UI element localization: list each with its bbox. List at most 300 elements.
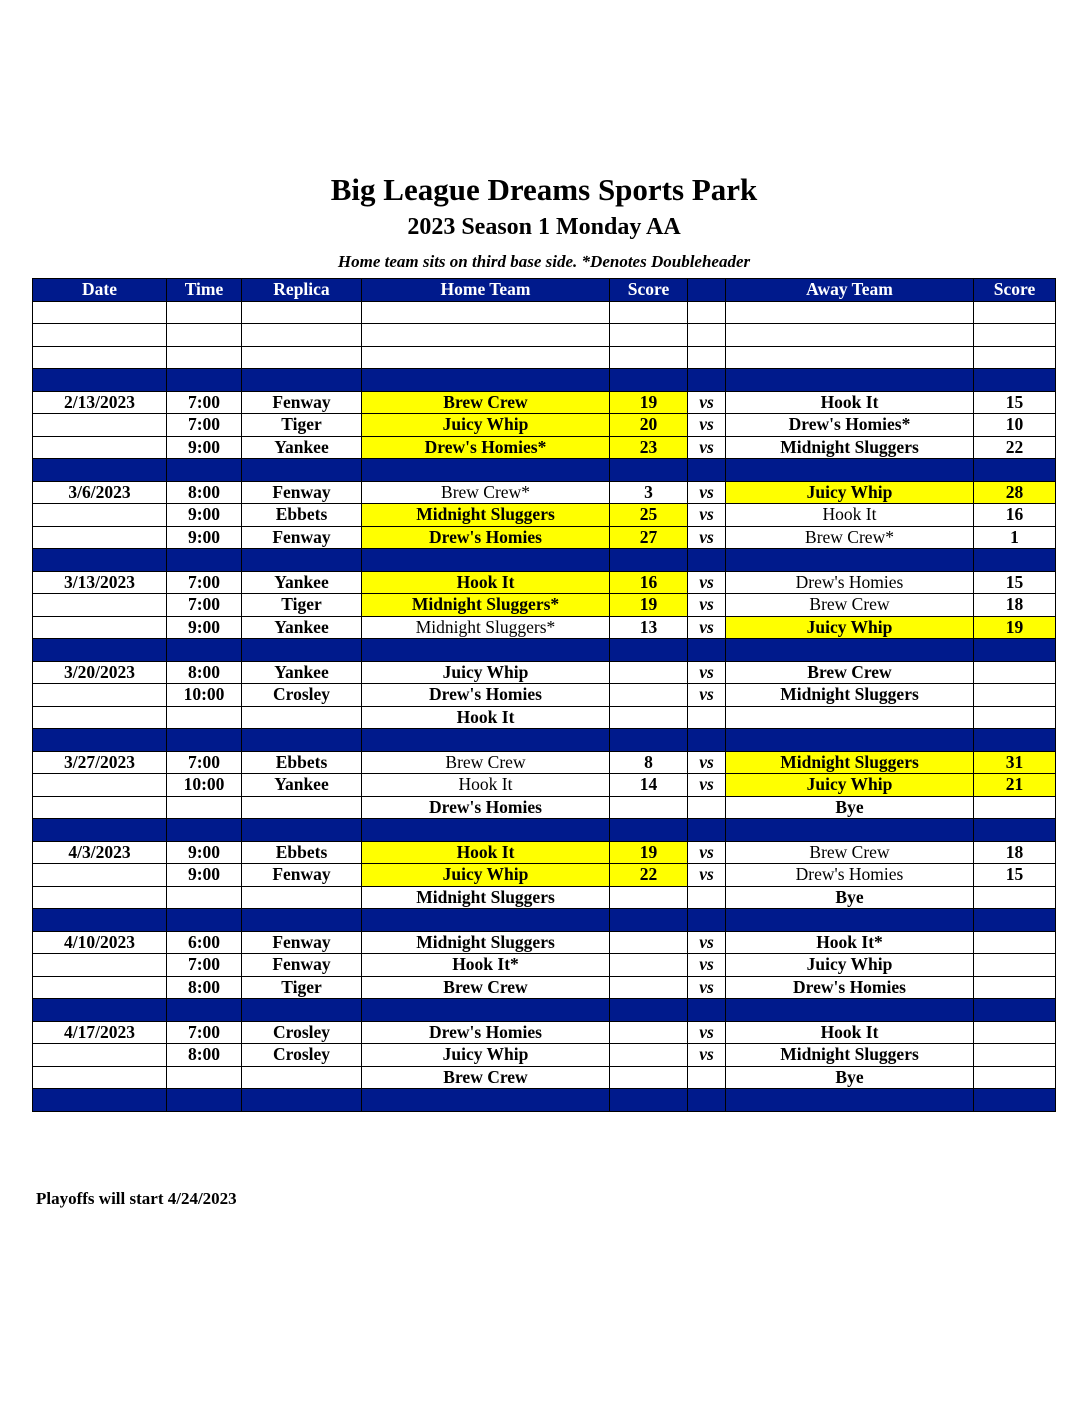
replica-cell: [242, 729, 362, 752]
date-cell: [33, 459, 167, 482]
away-team-cell: Midnight Sluggers: [726, 436, 974, 459]
game-row: [33, 436, 1056, 459]
away-team-cell: Juicy Whip: [726, 954, 974, 977]
time-cell: 7:00: [167, 751, 242, 774]
replica-cell: [242, 796, 362, 819]
col-vs: [688, 279, 726, 302]
page-note: Home team sits on third base side. *Denotes Doubleheader: [337, 252, 751, 271]
time-cell: [167, 301, 242, 324]
date-cell: 3/6/2023: [33, 481, 167, 504]
away-team-cell: [726, 301, 974, 324]
home-score-cell: [610, 999, 688, 1022]
away-score-cell: [974, 639, 1056, 662]
vs-cell: [688, 639, 726, 662]
separator-row: [33, 459, 1056, 482]
vs-cell: [688, 346, 726, 369]
replica-cell: [242, 459, 362, 482]
vs-cell: [688, 886, 726, 909]
away-team-cell: [726, 324, 974, 347]
away-score-cell: [974, 976, 1056, 999]
away-team-cell: Hook It*: [726, 931, 974, 954]
home-score-cell: 25: [610, 504, 688, 527]
home-team-cell: Juicy Whip: [362, 661, 610, 684]
away-team-cell: Brew Crew*: [726, 526, 974, 549]
home-team-cell: Hook It: [362, 841, 610, 864]
home-team-cell: [362, 999, 610, 1022]
vs-cell: [688, 796, 726, 819]
home-team-cell: Brew Crew: [362, 391, 610, 414]
away-team-cell: [726, 639, 974, 662]
away-team-cell: Brew Crew: [726, 661, 974, 684]
vs-cell: [688, 706, 726, 729]
away-score-cell: 31: [974, 751, 1056, 774]
away-team-cell: [726, 346, 974, 369]
home-score-cell: [610, 909, 688, 932]
time-cell: 7:00: [167, 594, 242, 617]
away-score-cell: [974, 796, 1056, 819]
date-cell: 3/13/2023: [33, 571, 167, 594]
time-cell: 8:00: [167, 481, 242, 504]
col-home-team: Home Team: [362, 279, 610, 302]
time-cell: [167, 729, 242, 752]
vs-cell: vs: [688, 616, 726, 639]
home-score-cell: [610, 954, 688, 977]
time-cell: 8:00: [167, 661, 242, 684]
home-team-cell: Brew Crew: [362, 751, 610, 774]
away-team-cell: Drew's Homies: [726, 571, 974, 594]
date-cell: [33, 616, 167, 639]
col-away-team: Away Team: [726, 279, 974, 302]
away-team-cell: [726, 549, 974, 572]
home-team-cell: Midnight Sluggers*: [362, 594, 610, 617]
away-team-cell: [726, 999, 974, 1022]
away-score-cell: 10: [974, 414, 1056, 437]
game-row: [33, 931, 1056, 954]
date-cell: [33, 864, 167, 887]
home-team-cell: Hook It*: [362, 954, 610, 977]
date-cell: [33, 729, 167, 752]
date-cell: [33, 999, 167, 1022]
game-row: [33, 954, 1056, 977]
home-team-cell: Drew's Homies: [362, 526, 610, 549]
date-cell: 3/20/2023: [33, 661, 167, 684]
away-team-cell: Bye: [726, 796, 974, 819]
replica-cell: Ebbets: [242, 504, 362, 527]
page-title: Big League Dreams Sports Park: [330, 172, 758, 207]
game-row: [33, 796, 1056, 819]
vs-cell: [688, 1089, 726, 1112]
replica-cell: Tiger: [242, 594, 362, 617]
time-cell: [167, 459, 242, 482]
away-score-cell: [974, 886, 1056, 909]
replica-cell: [242, 1089, 362, 1112]
game-row: [33, 594, 1056, 617]
date-cell: [33, 796, 167, 819]
home-team-cell: Midnight Sluggers: [362, 931, 610, 954]
vs-cell: [688, 729, 726, 752]
away-team-cell: [726, 369, 974, 392]
home-team-cell: Juicy Whip: [362, 1044, 610, 1067]
vs-cell: vs: [688, 661, 726, 684]
home-score-cell: [610, 661, 688, 684]
date-cell: 4/17/2023: [33, 1021, 167, 1044]
schedule-body: [33, 301, 1056, 1111]
home-score-cell: [610, 324, 688, 347]
vs-cell: vs: [688, 436, 726, 459]
vs-cell: [688, 301, 726, 324]
time-cell: 7:00: [167, 1021, 242, 1044]
col-replica: Replica: [242, 279, 362, 302]
game-row: [33, 751, 1056, 774]
vs-cell: vs: [688, 684, 726, 707]
home-score-cell: [610, 1066, 688, 1089]
away-score-cell: [974, 661, 1056, 684]
away-team-cell: Drew's Homies: [726, 976, 974, 999]
home-team-cell: [362, 819, 610, 842]
away-score-cell: [974, 1021, 1056, 1044]
away-score-cell: [974, 1044, 1056, 1067]
blank-row: [33, 301, 1056, 324]
away-team-cell: [726, 1089, 974, 1112]
away-team-cell: Midnight Sluggers: [726, 1044, 974, 1067]
away-score-cell: [974, 324, 1056, 347]
home-score-cell: [610, 549, 688, 572]
time-cell: [167, 886, 242, 909]
time-cell: 10:00: [167, 684, 242, 707]
away-score-cell: [974, 931, 1056, 954]
away-team-cell: Midnight Sluggers: [726, 684, 974, 707]
home-team-cell: Drew's Homies: [362, 796, 610, 819]
away-team-cell: Drew's Homies: [726, 864, 974, 887]
vs-cell: [688, 459, 726, 482]
separator-row: [33, 819, 1056, 842]
replica-cell: [242, 999, 362, 1022]
replica-cell: Fenway: [242, 391, 362, 414]
home-score-cell: [610, 369, 688, 392]
game-row: [33, 526, 1056, 549]
date-cell: [33, 301, 167, 324]
time-cell: [167, 639, 242, 662]
away-score-cell: [974, 1066, 1056, 1089]
away-score-cell: 21: [974, 774, 1056, 797]
home-team-cell: [362, 301, 610, 324]
away-score-cell: 22: [974, 436, 1056, 459]
away-team-cell: Hook It: [726, 504, 974, 527]
game-row: [33, 774, 1056, 797]
replica-cell: Crosley: [242, 684, 362, 707]
time-cell: 7:00: [167, 571, 242, 594]
home-team-cell: Drew's Homies*: [362, 436, 610, 459]
replica-cell: Fenway: [242, 864, 362, 887]
away-score-cell: 16: [974, 504, 1056, 527]
blank-row: [33, 346, 1056, 369]
separator-row: [33, 729, 1056, 752]
replica-cell: [242, 886, 362, 909]
away-score-cell: [974, 954, 1056, 977]
home-score-cell: [610, 1021, 688, 1044]
home-team-cell: Midnight Sluggers: [362, 886, 610, 909]
date-cell: 3/27/2023: [33, 751, 167, 774]
vs-cell: vs: [688, 1044, 726, 1067]
home-team-cell: [362, 909, 610, 932]
replica-cell: [242, 369, 362, 392]
date-cell: 4/10/2023: [33, 931, 167, 954]
replica-cell: Yankee: [242, 436, 362, 459]
time-cell: [167, 909, 242, 932]
home-team-cell: [362, 639, 610, 662]
home-team-cell: Hook It: [362, 706, 610, 729]
home-score-cell: [610, 301, 688, 324]
home-score-cell: 19: [610, 391, 688, 414]
date-cell: [33, 549, 167, 572]
vs-cell: vs: [688, 414, 726, 437]
away-team-cell: Juicy Whip: [726, 481, 974, 504]
away-score-cell: [974, 684, 1056, 707]
vs-cell: vs: [688, 864, 726, 887]
away-team-cell: [726, 729, 974, 752]
game-row: [33, 481, 1056, 504]
time-cell: 7:00: [167, 391, 242, 414]
away-score-cell: [974, 549, 1056, 572]
col-away-score: Score: [974, 279, 1056, 302]
vs-cell: vs: [688, 774, 726, 797]
time-cell: 7:00: [167, 414, 242, 437]
date-cell: [33, 324, 167, 347]
date-cell: [33, 436, 167, 459]
vs-cell: vs: [688, 976, 726, 999]
vs-cell: vs: [688, 751, 726, 774]
date-cell: [33, 414, 167, 437]
home-team-cell: Juicy Whip: [362, 864, 610, 887]
home-team-cell: Drew's Homies: [362, 1021, 610, 1044]
home-team-cell: Brew Crew: [362, 1066, 610, 1089]
home-team-cell: Juicy Whip: [362, 414, 610, 437]
date-cell: [33, 346, 167, 369]
replica-cell: Fenway: [242, 481, 362, 504]
home-team-cell: Brew Crew: [362, 976, 610, 999]
replica-cell: Yankee: [242, 571, 362, 594]
game-row: [33, 1044, 1056, 1067]
separator-row: [33, 1089, 1056, 1112]
date-cell: [33, 369, 167, 392]
game-row: [33, 571, 1056, 594]
replica-cell: [242, 909, 362, 932]
away-team-cell: Brew Crew: [726, 841, 974, 864]
replica-cell: Fenway: [242, 526, 362, 549]
vs-cell: [688, 1066, 726, 1089]
page-subtitle: 2023 Season 1 Monday AA: [407, 214, 681, 240]
home-score-cell: [610, 639, 688, 662]
home-score-cell: [610, 1089, 688, 1112]
col-date: Date: [33, 279, 167, 302]
home-score-cell: 3: [610, 481, 688, 504]
replica-cell: Tiger: [242, 414, 362, 437]
time-cell: 8:00: [167, 1044, 242, 1067]
game-row: [33, 706, 1056, 729]
away-team-cell: [726, 909, 974, 932]
time-cell: [167, 346, 242, 369]
home-score-cell: 19: [610, 841, 688, 864]
away-score-cell: [974, 819, 1056, 842]
away-score-cell: [974, 1089, 1056, 1112]
game-row: [33, 391, 1056, 414]
away-team-cell: Hook It: [726, 391, 974, 414]
vs-cell: vs: [688, 571, 726, 594]
separator-row: [33, 999, 1056, 1022]
replica-cell: Ebbets: [242, 841, 362, 864]
col-home-score: Score: [610, 279, 688, 302]
time-cell: [167, 324, 242, 347]
game-row: [33, 616, 1056, 639]
replica-cell: Yankee: [242, 774, 362, 797]
time-cell: 7:00: [167, 954, 242, 977]
vs-cell: [688, 324, 726, 347]
vs-cell: vs: [688, 504, 726, 527]
date-cell: [33, 976, 167, 999]
time-cell: 9:00: [167, 504, 242, 527]
game-row: [33, 886, 1056, 909]
date-cell: [33, 706, 167, 729]
home-team-cell: [362, 369, 610, 392]
home-score-cell: 13: [610, 616, 688, 639]
home-score-cell: 22: [610, 864, 688, 887]
vs-cell: vs: [688, 841, 726, 864]
home-team-cell: Brew Crew*: [362, 481, 610, 504]
replica-cell: Yankee: [242, 661, 362, 684]
date-cell: [33, 526, 167, 549]
game-row: [33, 864, 1056, 887]
away-score-cell: 15: [974, 864, 1056, 887]
away-score-cell: 19: [974, 616, 1056, 639]
separator-row: [33, 549, 1056, 572]
home-score-cell: [610, 886, 688, 909]
away-score-cell: 18: [974, 594, 1056, 617]
away-team-cell: Juicy Whip: [726, 774, 974, 797]
date-cell: [33, 954, 167, 977]
replica-cell: Ebbets: [242, 751, 362, 774]
home-score-cell: [610, 346, 688, 369]
time-cell: 6:00: [167, 931, 242, 954]
home-team-cell: [362, 459, 610, 482]
date-cell: [33, 639, 167, 662]
replica-cell: [242, 346, 362, 369]
away-score-cell: [974, 999, 1056, 1022]
home-score-cell: [610, 459, 688, 482]
playoffs-note: Playoffs will start 4/24/2023: [36, 1189, 237, 1208]
time-cell: [167, 1089, 242, 1112]
replica-cell: [242, 1066, 362, 1089]
date-cell: [33, 909, 167, 932]
replica-cell: [242, 324, 362, 347]
vs-cell: [688, 909, 726, 932]
away-team-cell: Juicy Whip: [726, 616, 974, 639]
away-team-cell: Drew's Homies*: [726, 414, 974, 437]
away-team-cell: [726, 459, 974, 482]
away-score-cell: [974, 706, 1056, 729]
time-cell: [167, 999, 242, 1022]
date-cell: [33, 886, 167, 909]
home-score-cell: [610, 976, 688, 999]
home-score-cell: 20: [610, 414, 688, 437]
date-cell: [33, 594, 167, 617]
away-score-cell: 1: [974, 526, 1056, 549]
game-row: [33, 1066, 1056, 1089]
date-cell: [33, 1066, 167, 1089]
time-cell: [167, 819, 242, 842]
replica-cell: [242, 706, 362, 729]
separator-row: [33, 369, 1056, 392]
replica-cell: [242, 301, 362, 324]
home-score-cell: [610, 931, 688, 954]
time-cell: [167, 369, 242, 392]
vs-cell: vs: [688, 526, 726, 549]
away-score-cell: [974, 729, 1056, 752]
home-team-cell: [362, 324, 610, 347]
away-score-cell: 18: [974, 841, 1056, 864]
time-cell: [167, 796, 242, 819]
date-cell: [33, 504, 167, 527]
home-score-cell: [610, 684, 688, 707]
away-score-cell: 15: [974, 391, 1056, 414]
time-cell: 9:00: [167, 864, 242, 887]
replica-cell: Fenway: [242, 954, 362, 977]
away-score-cell: [974, 369, 1056, 392]
time-cell: 9:00: [167, 841, 242, 864]
home-score-cell: [610, 819, 688, 842]
vs-cell: [688, 549, 726, 572]
time-cell: 9:00: [167, 616, 242, 639]
schedule-table: [32, 278, 1056, 1112]
replica-cell: Crosley: [242, 1044, 362, 1067]
home-score-cell: 27: [610, 526, 688, 549]
game-row: [33, 504, 1056, 527]
home-score-cell: [610, 796, 688, 819]
time-cell: [167, 1066, 242, 1089]
vs-cell: vs: [688, 1021, 726, 1044]
home-team-cell: Midnight Sluggers*: [362, 616, 610, 639]
vs-cell: vs: [688, 391, 726, 414]
vs-cell: [688, 819, 726, 842]
game-row: [33, 661, 1056, 684]
away-team-cell: [726, 819, 974, 842]
home-score-cell: [610, 706, 688, 729]
col-time: Time: [167, 279, 242, 302]
home-team-cell: Hook It: [362, 571, 610, 594]
vs-cell: vs: [688, 954, 726, 977]
home-score-cell: 16: [610, 571, 688, 594]
time-cell: 9:00: [167, 436, 242, 459]
time-cell: 10:00: [167, 774, 242, 797]
home-team-cell: Drew's Homies: [362, 684, 610, 707]
home-team-cell: [362, 549, 610, 572]
time-cell: 8:00: [167, 976, 242, 999]
time-cell: [167, 549, 242, 572]
replica-cell: Tiger: [242, 976, 362, 999]
date-cell: [33, 1044, 167, 1067]
date-cell: [33, 774, 167, 797]
time-cell: 9:00: [167, 526, 242, 549]
away-team-cell: Bye: [726, 886, 974, 909]
away-score-cell: [974, 346, 1056, 369]
home-team-cell: [362, 1089, 610, 1112]
away-team-cell: Brew Crew: [726, 594, 974, 617]
game-row: [33, 414, 1056, 437]
away-team-cell: Hook It: [726, 1021, 974, 1044]
date-cell: [33, 819, 167, 842]
away-score-cell: [974, 909, 1056, 932]
home-score-cell: [610, 729, 688, 752]
away-team-cell: Bye: [726, 1066, 974, 1089]
